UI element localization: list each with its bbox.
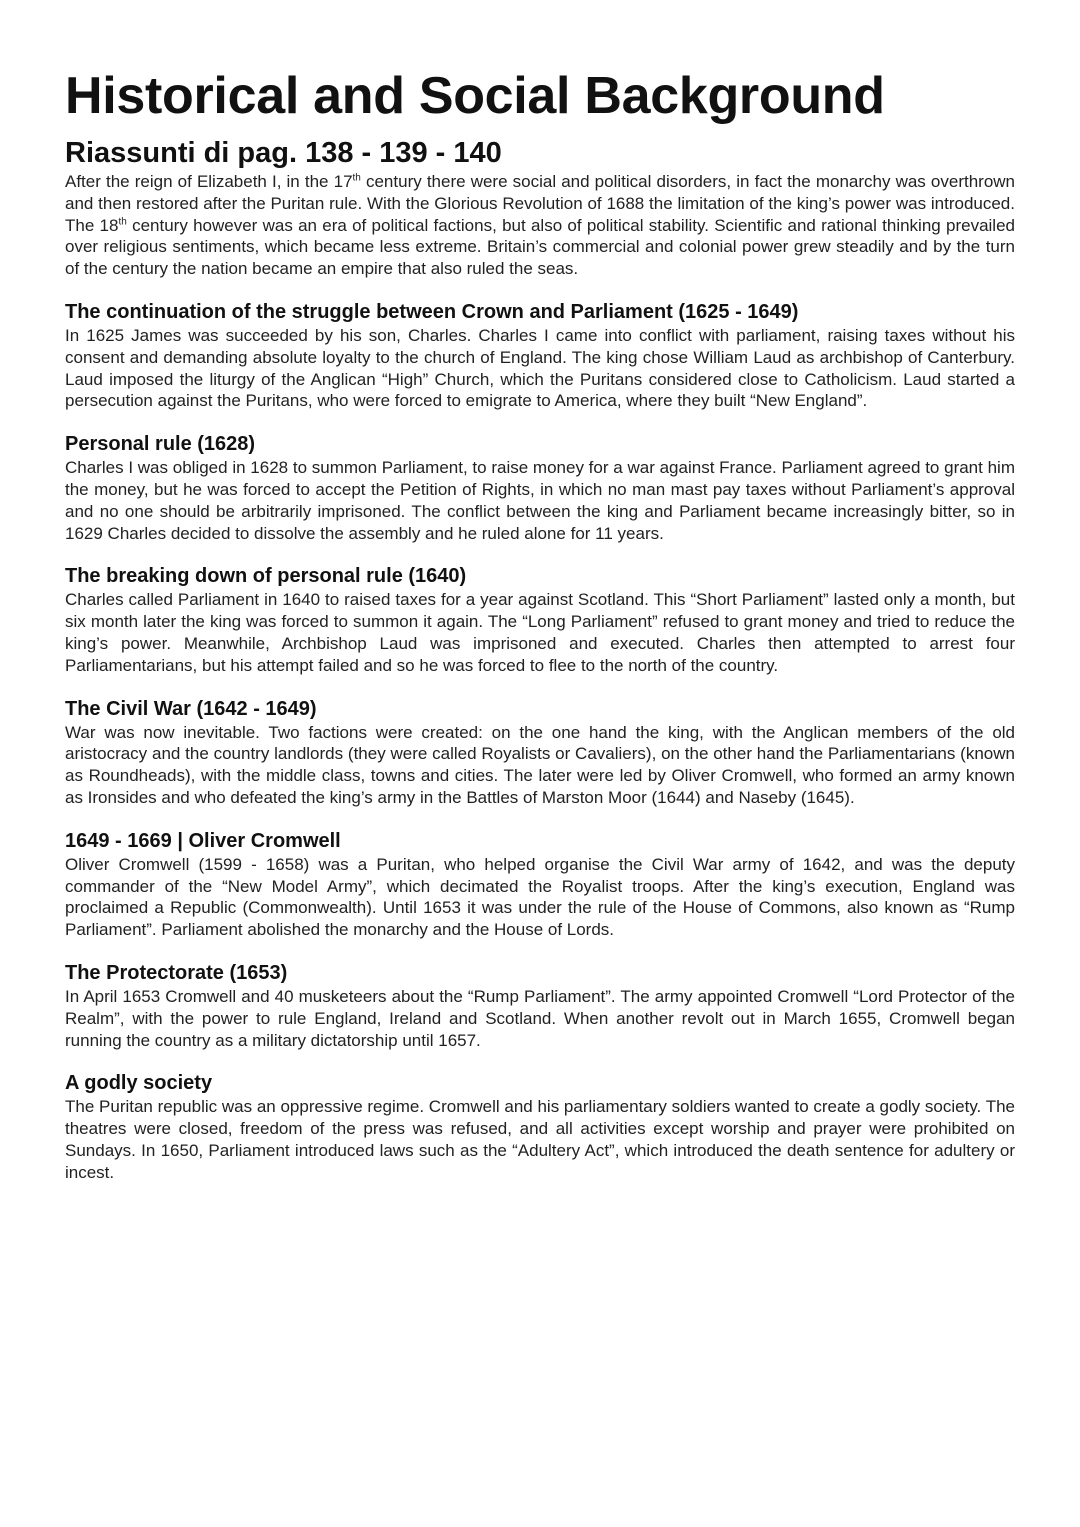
section-body: The Puritan republic was an oppressive regime. Cromwell and his parliamentary soldiers wanted to create a godly society. The theatres were closed, freedom of the press was refused, and all activities except worship and prayer were prohibited on Sundays. In 1650, Parliament introduced laws such as the “Adultery Act”, which introduced the death sentence for adultery or incest. <box>65 1097 1015 1182</box>
page-subtitle: Riassunti di pag. 138 - 139 - 140 <box>65 137 502 169</box>
intro-paragraph <box>65 171 1015 280</box>
section-body: Charles I was obliged in 1628 to summon Parliament, to raise money for a war against France. Parliament agreed to grant him the money, but he was forced to accept the Petition of Rights, in which no man mast pay taxes without Parliament’s approval and no one should be arbitrarily imprisoned. The conflict between the king and Parliament became increasingly bitter, so in 1629 Charles decided to dissolve the assembly and he ruled alone for 11 years. <box>65 458 1015 543</box>
intro-text-2: century there were social and political disorders, in fact the monarchy was overthrown and then restored after the Puritan rule. With the Glorious Revolution of 1688 the limitation of the king’s power was introduced. The 18 <box>65 172 1016 235</box>
section-heading: The breaking down of personal rule (1640) <box>65 565 467 588</box>
section-crown-vs-parliament <box>65 299 1015 412</box>
intro-superscript-1: th <box>352 172 361 184</box>
intro-text-1: After the reign of Elizabeth I, in the 17 <box>65 172 353 191</box>
section-body: In 1625 James was succeeded by his son, Charles. Charles I came into conflict with parliament, raising taxes without his consent and demanding absolute loyalty to the church of England. The king chose William Laud as archbishop of Canterbury. Laud imposed the liturgy of the Anglican “High” Church, which the Puritans considered close to Catholicism. Laud started a persecution against the Puritans, who were forced to emigrate to America, where they built “New England”. <box>65 325 1015 411</box>
section-heading: A godly society <box>65 1072 213 1095</box>
section-protectorate <box>65 960 1015 1051</box>
intro-superscript-2: th <box>118 215 127 227</box>
page-title: Historical and Social Background <box>65 67 885 125</box>
section-heading: The continuation of the struggle between Crown and Parliament (1625 - 1649) <box>65 300 799 323</box>
section-godly-society <box>65 1070 1015 1183</box>
section-body: War was now inevitable. Two factions were created: on the one hand the king, with the Anglican members of the old aristocracy and the country landlords (they were called Royalists or Cavaliers), on the other hand the Parliamentarians (known as Roundheads), with the middle class, towns and cities. The later were led by Oliver Cromwell, who formed an army known as Ironsides and who defeated the king’s army in the Battles of Marston Moor (1644) and Naseby (1645). <box>65 722 1015 807</box>
section-oliver-cromwell <box>65 828 1015 941</box>
section-body: Oliver Cromwell (1599 - 1658) was a Puritan, who helped organise the Civil War army of 1642, and was the deputy commander of the “New Model Army”, which decimated the Royalist troops. After the king’s execution, England was proclaimed a Republic (Commonwealth). Until 1653 it was under the rule of the House of Commons, also known as “Rump Parliament”. Parliament abolished the monarchy and the House of Lords. <box>65 854 1015 940</box>
section-personal-rule <box>65 431 1015 544</box>
section-heading: 1649 - 1669 | Oliver Cromwell <box>65 829 341 852</box>
section-body: In April 1653 Cromwell and 40 musketeers about the “Rump Parliament”. The army appointed Cromwell “Lord Protector of the Realm”, with the power to rule England, Ireland and Scotland. When another revolt out in March 1655, Cromwell began running the country as a military dictatorship until 1657. <box>65 986 1015 1050</box>
section-heading: The Civil War (1642 - 1649) <box>65 697 317 720</box>
section-body: Charles called Parliament in 1640 to raised taxes for a year against Scotland. This “Short Parliament” lasted only a month, but six month later the king was forced to summon it again. The “Long Parliament” refused to grant money and tried to reduce the king’s power. Meanwhile, Archbishop Laud was imprisoned and executed. Charles then attempted to arrest four Parliamentarians, but his attempt failed and so he was forced to flee to the north of the country. <box>65 590 1015 675</box>
document-page <box>65 66 1015 1184</box>
section-heading: Personal rule (1628) <box>65 433 256 456</box>
section-civil-war <box>65 696 1015 809</box>
section-breaking-down-personal-rule <box>65 563 1015 676</box>
section-heading: The Protectorate (1653) <box>65 961 288 984</box>
intro-text-3: century however was an era of political factions, but also of political stability. Scientific and rational thinking prevailed over religious sentiments, which became less extreme. Britain’s commercial and colonial power grew steadily and by the turn of the century the nation became an empire that also ruled the seas. <box>65 215 1015 279</box>
